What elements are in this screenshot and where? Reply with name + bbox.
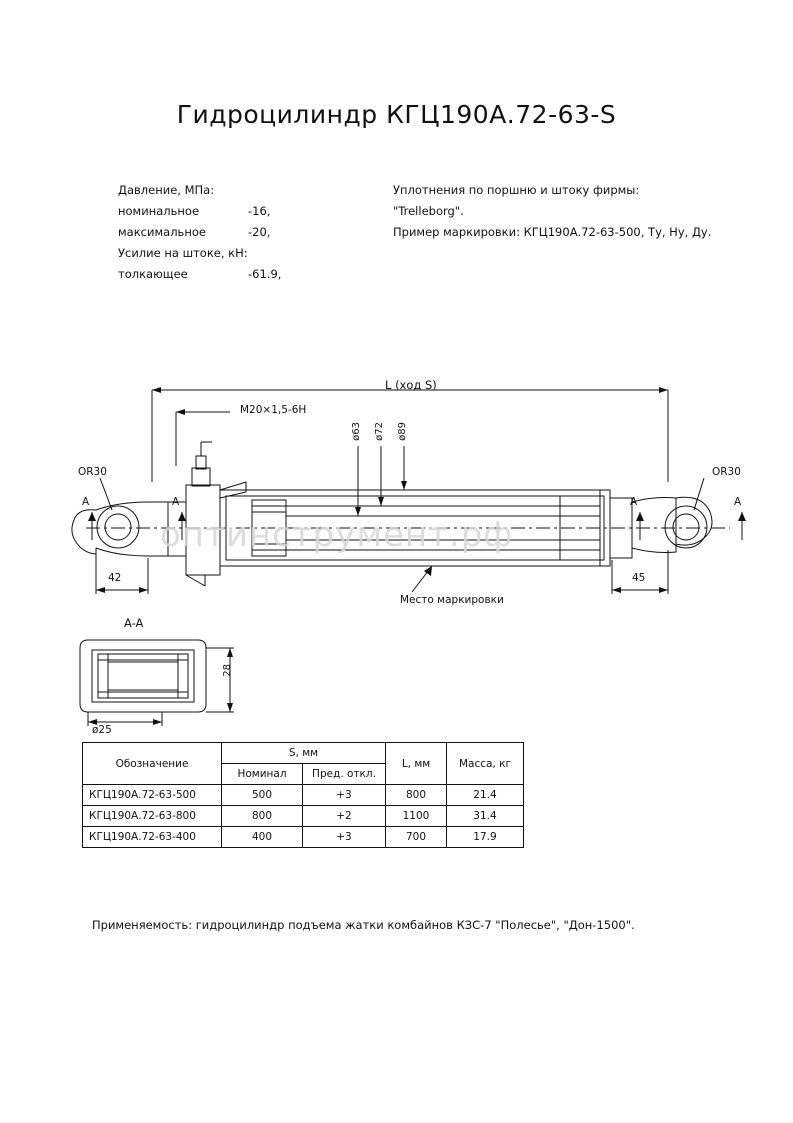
applicability-note: Применяемость: гидроцилиндр подъема жатки комбайнов КЗС-7 "Полесье", "Дон-1500".: [92, 918, 635, 932]
label-or30-left: OR30: [78, 466, 107, 478]
dim-label-42: 42: [108, 572, 122, 584]
table-cell-mass: 17.9: [447, 827, 524, 848]
table-header-s-nominal: Номинал: [222, 764, 303, 785]
table-header-s-dev: Пред. откл.: [303, 764, 386, 785]
table-cell-nominal: 800: [222, 806, 303, 827]
section-aa-view: [0, 612, 793, 742]
dim-label-thread: M20×1,5-6H: [240, 404, 307, 416]
table-header-mass: Масса, кг: [447, 743, 524, 785]
table-cell-l: 700: [386, 827, 447, 848]
dim-label-total-length: L (ход S): [385, 378, 437, 392]
dim-label-dia89: ø89: [397, 422, 408, 441]
dim-label-dia72: ø72: [374, 422, 385, 441]
spec-heading-force: [118, 243, 398, 264]
table-cell-mass: 21.4: [447, 785, 524, 806]
spec-heading-pressure-text: Давление, МПа:: [118, 183, 215, 197]
spec-value-nominal: -16,: [248, 204, 271, 218]
table-cell-dev: +3: [303, 827, 386, 848]
table-header-designation: Обозначение: [83, 743, 222, 785]
section-dim-dia25: ø25: [92, 724, 112, 736]
spec-label-max: максимальное: [118, 225, 206, 239]
specification-table: [82, 742, 524, 848]
table-cell-dev: +3: [303, 785, 386, 806]
table-cell-mass: 31.4: [447, 806, 524, 827]
table-cell-dev: +2: [303, 806, 386, 827]
table-header-l: L, мм: [386, 743, 447, 785]
spec-value-push: -61.9,: [248, 267, 282, 281]
table-cell-l: 800: [386, 785, 447, 806]
table-cell-l: 1100: [386, 806, 447, 827]
spec-heading-pressure: [118, 180, 398, 201]
table-cell-designation: КГЦ190А.72-63-400: [83, 827, 222, 848]
seals-line-2: "Trelleborg".: [393, 204, 464, 218]
table-cell-nominal: 500: [222, 785, 303, 806]
marking-example-line: Пример маркировки: КГЦ190А.72-63-500, Ту, Ну, Ду.: [393, 225, 712, 239]
section-arrow-label-left-a2: A: [172, 496, 180, 508]
label-or30-right: OR30: [712, 466, 741, 478]
section-aa-svg: [0, 612, 793, 742]
table-cell-designation: КГЦ190А.72-63-500: [83, 785, 222, 806]
dim-label-45: 45: [632, 572, 646, 584]
seals-line-1: Уплотнения по поршню и штоку фирмы:: [393, 183, 640, 197]
spec-label-push: толкающее: [118, 267, 188, 281]
section-arrow-label-left-a1: A: [82, 496, 90, 508]
table-row: [83, 785, 524, 806]
spec-label-nominal: номинальное: [118, 204, 200, 218]
marking-place-note: Место маркировки: [400, 594, 504, 606]
section-dim-28: 28: [222, 664, 233, 677]
pressure-spec-block: [118, 180, 398, 285]
spec-row-max: [118, 222, 398, 243]
spec-heading-force-text: Усилие на штоке, кН:: [118, 246, 248, 260]
section-title-aa: A-A: [124, 616, 144, 630]
spec-value-max: -20,: [248, 225, 271, 239]
page-title: Гидроцилиндр КГЦ190А.72-63-S: [176, 100, 617, 129]
table-row: [83, 806, 524, 827]
section-arrow-label-right-a1: A: [630, 496, 638, 508]
table-header-row-1: [83, 743, 524, 764]
table-header-s-group: S, мм: [222, 743, 386, 764]
spec-row-push: [118, 264, 398, 285]
watermark-text: оптинструмент.рф: [160, 515, 514, 555]
section-arrow-label-right-a2: A: [734, 496, 742, 508]
spec-row-nominal: [118, 201, 398, 222]
seals-spec-block: [393, 180, 773, 243]
table-cell-nominal: 400: [222, 827, 303, 848]
table-row: [83, 827, 524, 848]
table-cell-designation: КГЦ190А.72-63-800: [83, 806, 222, 827]
dim-label-dia63: ø63: [351, 422, 362, 441]
